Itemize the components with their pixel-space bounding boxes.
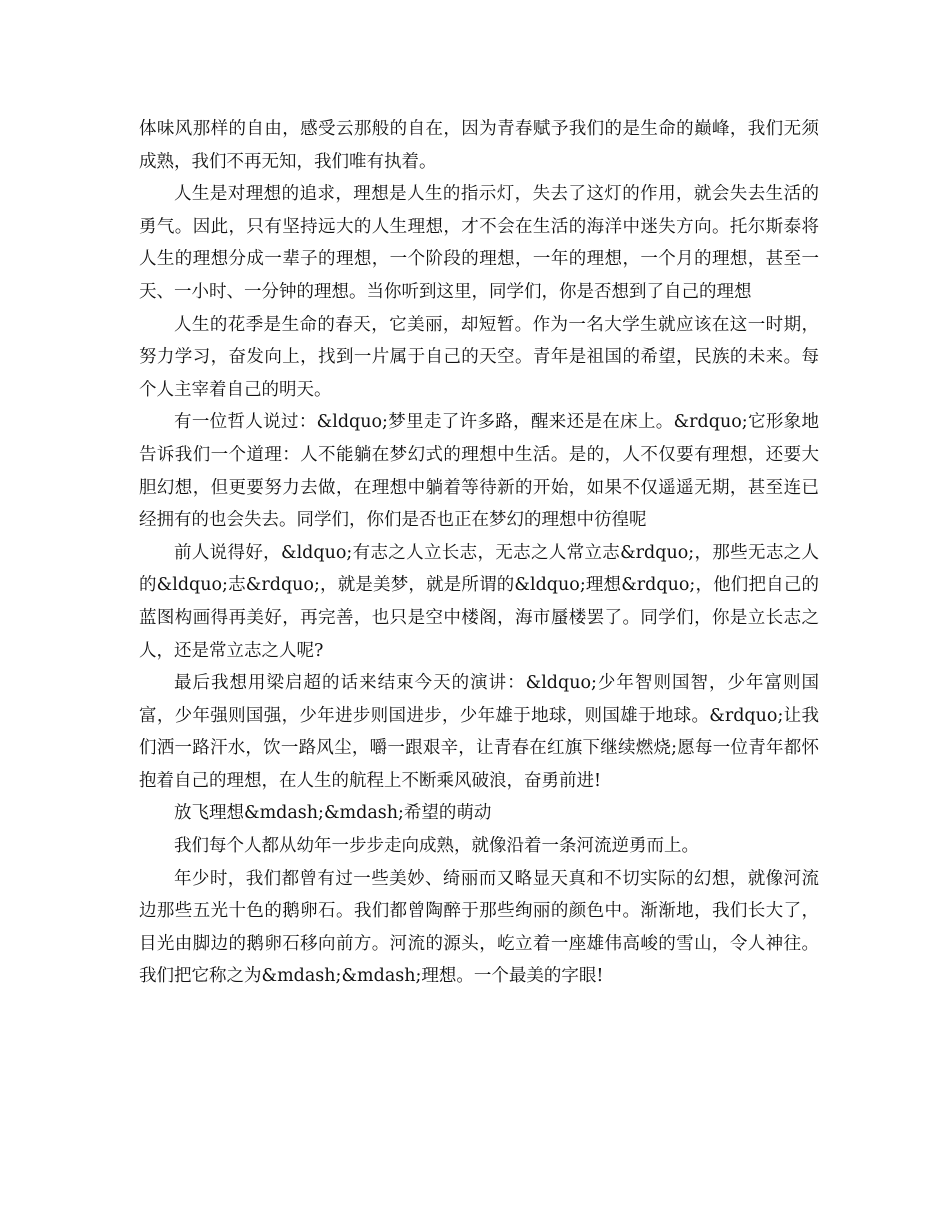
paragraph-4: 有一位哲人说过：&ldquo;梦里走了许多路，醒来还是在床上。&rdquo;它形象地告诉我们一个道理：人不能躺在梦幻式的理想中生活。是的，人不仅要有理想，还要大胆幻想，但更要努力去做，在理想中躺着等待新的开始，如果不仅遥遥无期，甚至连已经拥有的也会失去。同学们，你们是否也正在梦幻的理想中彷徨呢 [139, 412, 819, 531]
paragraph-1: 体味风那样的自由，感受云那般的自在，因为青春赋予我们的是生命的巅峰，我们无须成熟，我们不再无知，我们唯有执着。 [139, 119, 819, 172]
paragraph-2: 人生是对理想的追求，理想是人生的指示灯，失去了这灯的作用，就会失去生活的勇气。因此，只有坚持远大的人生理想，才不会在生活的海洋中迷失方向。托尔斯泰将人生的理想分成一辈子的理想，一个阶段的理想，一年的理想，一个月的理想，甚至一天、一小时、一分钟的理想。当你听到这里，同学们，你是否想到了自己的理想 [139, 184, 819, 302]
paragraph-7: 我们每个人都从幼年一步步走向成熟，就像沿着一条河流逆勇而上。 [174, 836, 699, 857]
paragraph-5: 前人说得好，&ldquo;有志之人立长志，无志之人常立志&rdquo;，那些无志之人的&ldquo;志&rdquo;，就是美梦，就是所谓的&ldquo;理想&rdquo;，他们把自己的蓝图构画得再美好，再完善，也只是空中楼阁，海市蜃楼罢了。同学们，你是立长志之人，还是常立志之人呢? [139, 542, 819, 661]
paragraph-8: 年少时，我们都曾有过一些美妙、绮丽而又略显天真和不切实际的幻想，就像河流边那些五光十色的鹅卵石。我们都曾陶醉于那些绚丽的颜色中。渐渐地，我们长大了，目光由脚边的鹅卵石移向前方。河流的源头，屹立着一座雄伟高峻的雪山，令人神往。我们把它称之为&mdash;&mdash;理想。一个最美的字眼! [139, 868, 819, 987]
document-body [139, 113, 819, 993]
section-heading: 放飞理想&mdash;&mdash;希望的萌动 [174, 803, 492, 824]
paragraph-3: 人生的花季是生命的春天，它美丽，却短暂。作为一名大学生就应该在这一时期，努力学习，奋发向上，找到一片属于自己的天空。青年是祖国的希望，民族的未来。每个人主宰着自己的明天。 [139, 314, 819, 400]
paragraph-6: 最后我想用梁启超的话来结束今天的演讲：&ldquo;少年智则国智，少年富则国富，少年强则国强，少年进步则国进步，少年雄于地球，则国雄于地球。&rdquo;让我们洒一路汗水，饮一路风尘，嚼一跟艰辛，让青春在红旗下继续燃烧;愿每一位青年都怀抱着自己的理想，在人生的航程上不断乘风破浪，奋勇前进! [139, 673, 819, 791]
